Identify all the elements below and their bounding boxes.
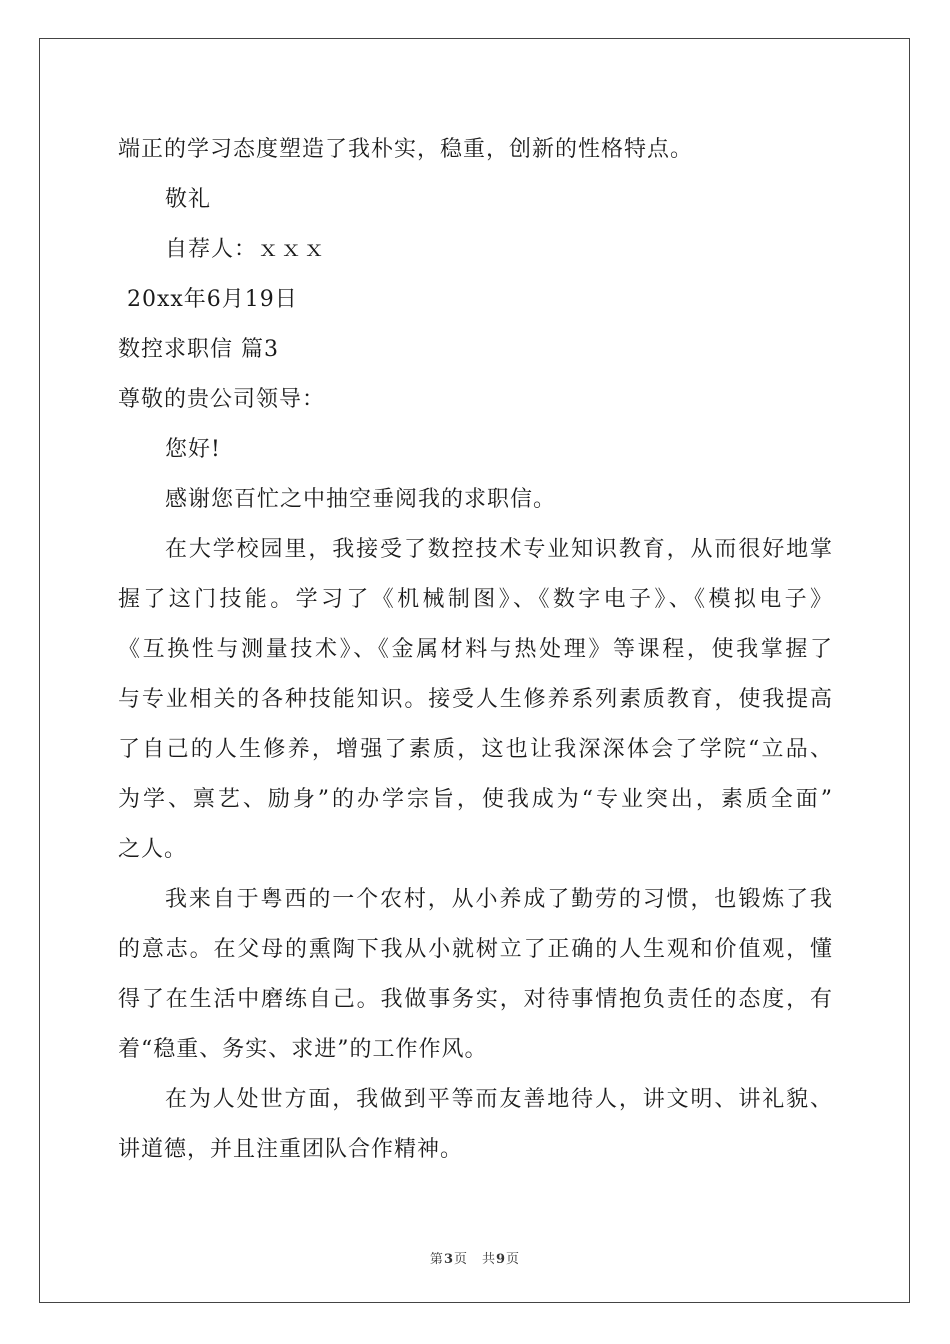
text-line: 在为人处世方面，我做到平等而友善地待人，讲文明、讲礼貌、: [165, 1087, 832, 1112]
page-number-footer: [0, 1248, 950, 1267]
text-line: 端正的学习态度塑造了我朴实，稳重，创新的性格特点。: [118, 137, 694, 162]
text-line: 着“稳重、务实、求进”的工作作风。: [118, 1037, 488, 1062]
text-line: 为学、禀艺、励身”的办学宗旨，使我成为“专业突出，素质全面”: [118, 787, 832, 812]
greeting-line: 尊敬的贵公司领导：: [118, 387, 326, 412]
total-page-number: 9: [496, 1252, 507, 1267]
current-page-number: 3: [443, 1252, 454, 1267]
date-line: 20xx年6月19日: [127, 287, 298, 312]
text-line: 您好!: [165, 437, 221, 462]
text-line: 讲道德，并且注重团队合作精神。: [118, 1137, 464, 1162]
text-line: 握了这门技能。学习了《机械制图》、《数字电子》、《模拟电子》: [118, 587, 832, 612]
text-line: 之人。: [118, 837, 188, 862]
text-line: 在大学校园里，我接受了数控技术专业知识教育，从而很好地掌: [165, 537, 832, 562]
text-line: 《互换性与测量技术》、《金属材料与热处理》等课程，使我掌握了: [118, 637, 832, 662]
text-line: 的意志。在父母的熏陶下我从小就树立了正确的人生观和价值观，懂: [118, 937, 832, 962]
text-line: 与专业相关的各种技能知识。接受人生修养系列素质教育，使我提高: [118, 687, 832, 712]
page-prefix: 第: [429, 1252, 444, 1267]
text-line: 感谢您百忙之中抽空垂阅我的求职信。: [165, 487, 557, 512]
page-suffix: 页: [506, 1252, 521, 1267]
text-line: 我来自于粤西的一个农村，从小养成了勤劳的习惯，也锻炼了我: [165, 887, 832, 912]
text-line: 了自己的人生修养，增强了素质，这也让我深深体会了学院“立品、: [118, 737, 832, 762]
section-heading: 数控求职信 篇3: [118, 337, 279, 362]
text-line: 得了在生活中磨练自己。我做事务实，对待事情抱负责任的态度，有: [118, 987, 832, 1012]
page-mid-text: 页 共: [453, 1252, 496, 1267]
signature-line: 自荐人：ｘｘｘ: [165, 237, 327, 262]
closing-salutation: 敬礼: [165, 187, 212, 212]
